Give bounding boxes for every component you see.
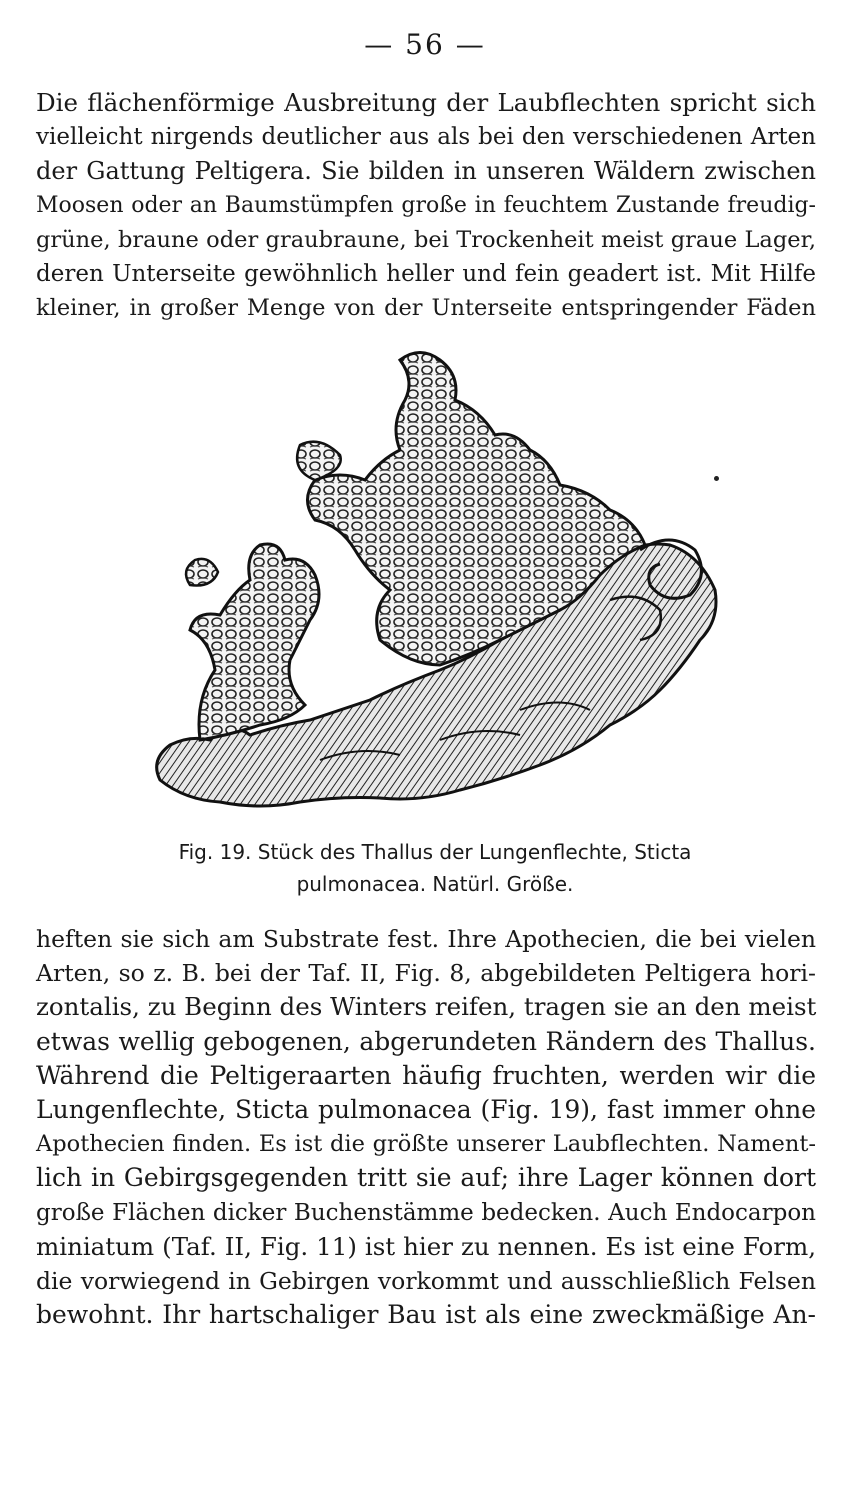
text-line: zontalis, zu Beginn des Winters reifen, tragen sie an den meist — [36, 992, 817, 1022]
text-line: lich in Gebirgsgegenden tritt sie auf; ihre Lager können dort — [36, 1163, 816, 1193]
print-speck — [714, 476, 719, 481]
text-line: etwas wellig gebogenen, abgerundeten Rändern des Thallus. — [36, 1026, 816, 1056]
text-line: heften sie sich am Substrate fest. Ihre Apothecien, die bei vielen — [36, 925, 816, 953]
text-line: Lungenflechte, Sticta pulmonacea (Fig. 19), fast immer ohne — [36, 1095, 816, 1125]
text-line: Arten, so z. B. bei der Taf. II, Fig. 8, abgebildeten Peltigera hori- — [36, 959, 816, 988]
text-line: die vorwiegend in Gebirgen vorkommt und ausschließlich Felsen — [36, 1267, 816, 1296]
text-line: bewohnt. Ihr hartschaliger Bau ist als eine zweckmäßige An- — [36, 1300, 816, 1330]
text-line: große Flächen dicker Buchenstämme bedecken. Auch Endocarpon — [36, 1199, 816, 1226]
text-line: miniatum (Taf. II, Fig. 11) ist hier zu nennen. Es ist eine Form, — [36, 1231, 816, 1261]
figure-caption — [140, 836, 730, 900]
page-number: — 56 — — [364, 28, 486, 61]
lichen-thallus-illustration — [140, 340, 730, 820]
text-line: deren Unterseite gewöhnlich heller und fein geadert ist. Mit Hilfe — [36, 261, 816, 288]
text-line: Moosen oder an Baumstümpfen große in feuchtem Zustande freudig- — [36, 192, 816, 218]
paragraph-1 — [36, 86, 816, 325]
text-line: der Gattung Peltigera. Sie bilden in unseren Wäldern zwischen — [36, 157, 816, 186]
caption-line: Fig. 19. Stück des Thallus der Lungenflechte, Sticta — [178, 840, 692, 864]
caption-line: pulmonacea. Natürl. Größe. — [296, 872, 574, 896]
text-line: vielleicht nirgends deutlicher aus als bei den verschiedenen Arten — [36, 124, 816, 151]
text-line: grüne, braune oder graubraune, bei Trockenheit meist graue Lager, — [36, 226, 816, 253]
text-line: Apothecien finden. Es ist die größte unserer Laubflechten. Nament- — [36, 1131, 816, 1158]
text-line: Die flächenförmige Ausbreitung der Laubflechten spricht sich — [36, 88, 816, 117]
paragraph-2 — [36, 922, 816, 1332]
text-line: kleiner, in großer Menge von der Unterseite entspringender Fäden — [36, 295, 816, 322]
text-line: Während die Peltigeraarten häufig fruchten, werden wir die — [36, 1060, 816, 1090]
